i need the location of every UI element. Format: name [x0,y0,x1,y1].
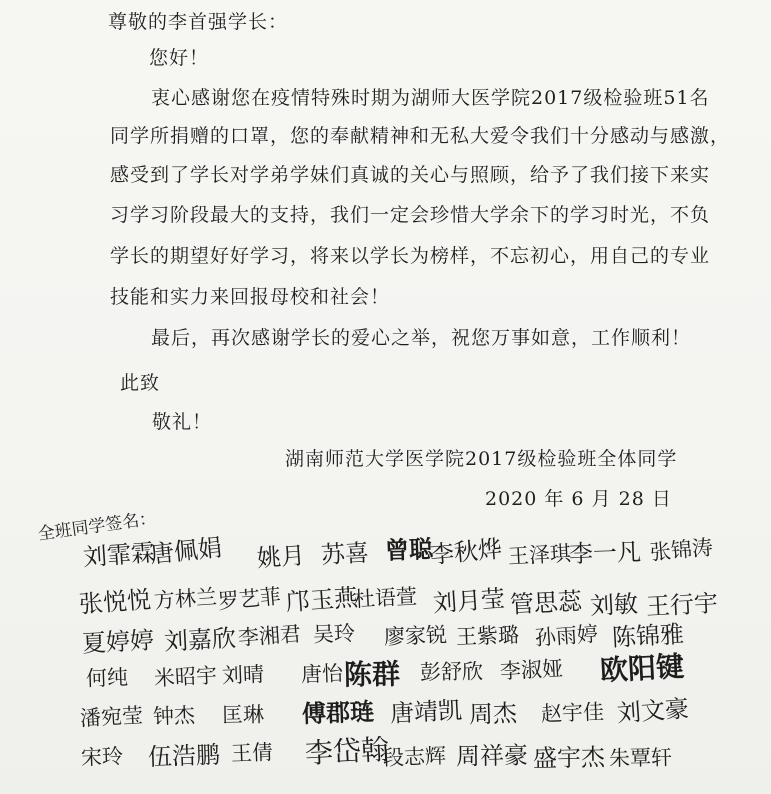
letter-body-line-3: 感受到了学长对学弟学妹们真诚的关心与照顾，给予了我们接下来实 [110,164,711,186]
signature-name: 刘霏霖 [82,538,156,572]
signature-name: 夏婷婷 [81,626,155,658]
signature-name: 王紫璐 [455,622,520,650]
signature-name: 孙雨婷 [534,621,599,651]
regards-line: 敬礼！ [152,411,213,433]
signature-organization: 湖南师范大学医学院2017级检验班全体同学 [285,448,678,470]
signature-name: 刘敏 [589,589,639,621]
signature-name: 王泽琪 [507,541,572,569]
signature-name: 周杰 [468,699,518,729]
signature-name: 杜语萱 [353,584,418,612]
signature-name: 张悦悦 [78,585,152,619]
signature-name: 王行宇 [645,589,719,621]
signature-name: 欧阳键 [599,649,685,688]
signature-name: 唐佩娟 [148,533,224,569]
signature-name: 陈群 [343,657,401,692]
signature-name: 李岱翰 [304,732,390,771]
signature-name: 罗艺菲 [217,584,282,614]
greeting: 您好！ [149,47,210,69]
signature-name: 钟杰 [152,703,196,729]
signature-name: 李湘君 [237,621,302,651]
letter-body-line-4: 习学习阶段最大的支持，我们一定会珍惜大学余下的学习时光，不负 [110,204,711,226]
signature-name: 苏喜 [320,538,370,570]
signature-name: 管思蕊 [509,587,583,619]
signature-name: 邝玉燕 [285,583,359,617]
signature-name: 盛宇杰 [532,743,606,773]
signature-name: 廖家锐 [383,622,448,650]
signature-name: 吴玲 [312,621,356,647]
signature-name: 刘月莹 [432,584,506,618]
signature-name: 李一凡 [568,537,642,569]
letter-body-line-7: 最后，再次感谢学长的爱心之举，祝您万事如意，工作顺利！ [151,327,692,349]
signature-name: 李淑娅 [499,656,564,684]
letter-date: 2020 年 6 月 28 日 [485,488,672,510]
letter-body-line-2: 同学所捐赠的口罩，您的奉献精神和无私大爱令我们十分感动与感激， [110,125,731,147]
signature-name: 彭舒欣 [419,659,484,685]
letter-body-line-6: 技能和实力来回报母校和社会！ [110,286,391,308]
signature-name: 刘文豪 [616,694,690,728]
letter-body-line-1: 衷心感谢您在疫情特殊时期为湖师大医学院2017级检验班51名 [151,87,710,109]
signature-name: 米昭宇 [153,663,218,691]
signature-name: 宋玲 [80,744,124,770]
signature-name: 伍浩鹏 [147,740,221,772]
signature-name: 唐靖凯 [389,696,463,728]
signature-name: 匡琳 [221,702,265,728]
salutation: 尊敬的李首强学长： [108,11,289,33]
signature-name: 曾聪 [384,535,434,565]
signatures-title: 全班同学签名： [36,508,158,545]
signature-name: 刘嘉欣 [163,624,237,656]
letter-body-line-5: 学长的期望好好学习，将来以学长为榜样，不忘初心，用自己的专业 [110,245,711,267]
signature-name: 陈锦雅 [611,620,685,652]
signature-name: 刘晴 [221,662,265,688]
signature-name: 方林兰 [153,584,218,614]
signature-name: 段志辉 [382,743,447,771]
signature-name: 周祥豪 [455,741,529,771]
signature-name: 潘宛莹 [79,703,144,731]
closing-line: 此致 [120,372,161,394]
signature-name: 王倩 [230,740,274,766]
signature-name: 姚月 [256,541,306,573]
signature-name: 张锦涛 [649,535,714,565]
signature-name: 傅郡琏 [301,697,375,729]
signature-name: 唐怡 [300,661,344,687]
signature-name: 赵宇佳 [540,699,605,727]
signature-name: 何纯 [85,665,129,691]
signature-name: 朱覃轩 [608,745,673,771]
signature-name: 李秋烨 [428,534,504,570]
